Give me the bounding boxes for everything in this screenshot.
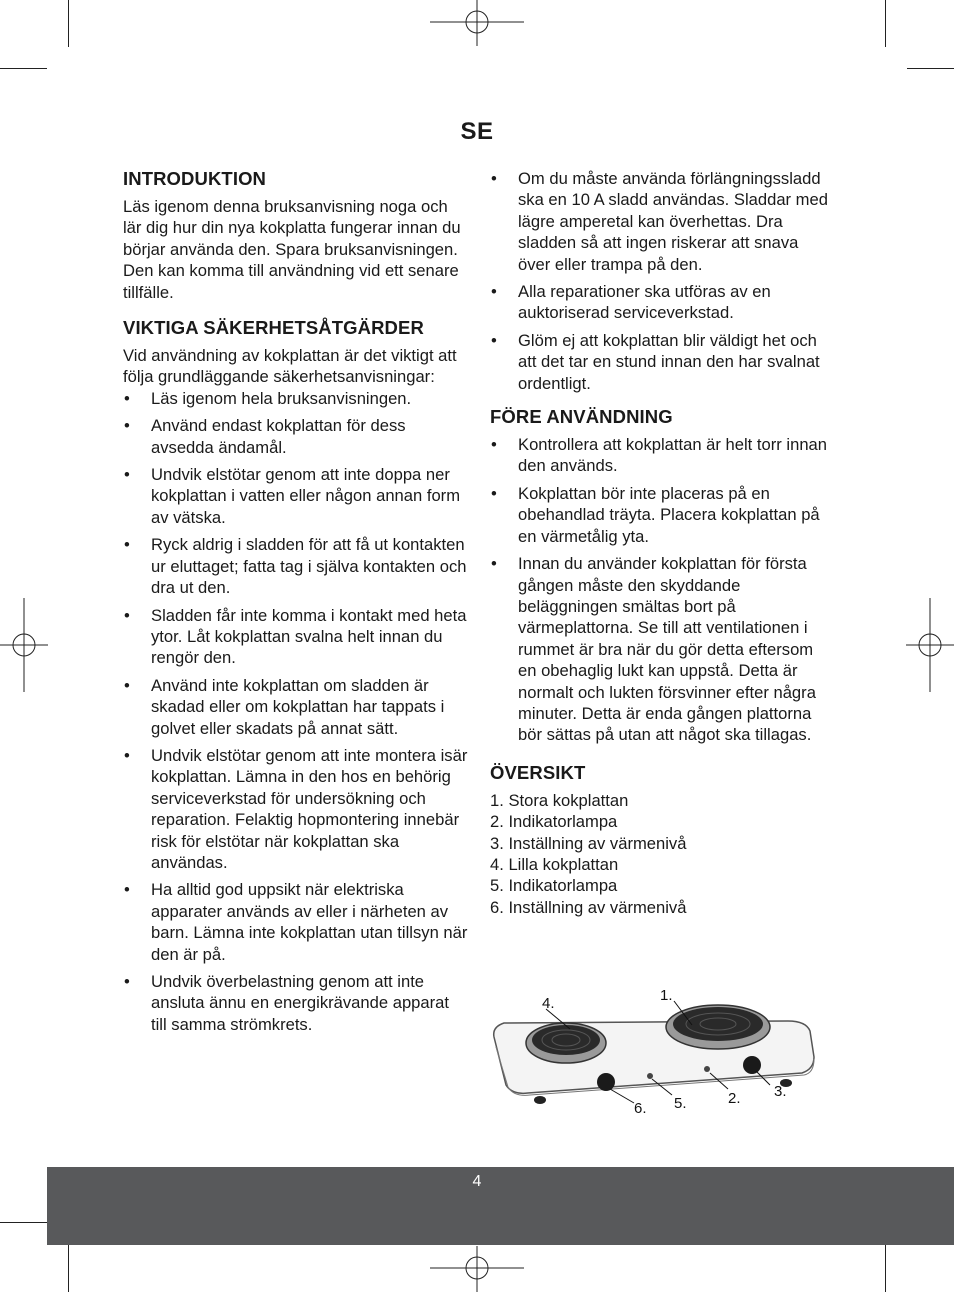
bullet: • — [124, 388, 130, 408]
indicator-lamp — [647, 1073, 653, 1079]
registration-mark-icon — [430, 1246, 524, 1292]
indicator-lamp — [704, 1066, 710, 1072]
list-item — [123, 464, 468, 528]
registration-mark-icon — [906, 598, 954, 692]
label-3: 3. — [774, 1083, 787, 1100]
list-item-text: Ryck aldrig i sladden för att få ut kontakten ur eluttaget; fatta tag i själva kontakten och dra ut den. — [151, 535, 467, 598]
overview-heading: ÖVERSIKT — [490, 761, 586, 783]
bullet: • — [124, 880, 130, 900]
intro-text: Läs igenom denna bruksanvisning noga och lär dig hur din nya kokplatta fungerar innan du börjar använda den. Spara bruksanvisningen. Den kan komma till användning vid ett senare tillfälle. — [123, 197, 461, 302]
list-item-text: Kokplattan bör inte placeras på en obehandlad träyta. Placera kokplattan på en värmetålig yta. — [518, 483, 820, 546]
crop-mark — [68, 0, 69, 47]
bullet: • — [491, 282, 497, 302]
list-item — [123, 534, 468, 598]
list-item — [123, 745, 468, 873]
label-5: 5. — [674, 1095, 687, 1112]
page-title: SE — [460, 118, 494, 145]
list-item — [123, 675, 468, 739]
label-1: 1. — [660, 987, 673, 1004]
bullet: • — [491, 330, 497, 350]
list-item-text: Innan du använder kokplattan för första gången måste den skyddande beläggningen smältas bort på värmeplattorna. Se till att ventilationen i rummet är bra när du gör detta eftersom en obehaglig lukt kan uppstå. Detta är normalt och lukten försvinner efter några minuter. Detta är enda gången plattorna bör sättas på utan att något ska tillagas. — [518, 554, 816, 745]
left-column — [123, 168, 468, 1049]
crop-mark — [885, 0, 886, 47]
list-item-text: Undvik elstötar genom att inte doppa ner kokplattan i vatten eller någon annan form av vätska. — [151, 465, 461, 527]
bullet: • — [124, 972, 130, 991]
hotplate-drawing — [488, 985, 828, 1120]
overview-list — [490, 790, 835, 918]
label-4: 4. — [542, 995, 555, 1012]
list-item-text: Ha alltid god uppsikt när elektriska apparater används av eller i närheten av barn. Lämna inte kokplattan utan tillsyn när den är på. — [151, 880, 468, 964]
bullet: • — [124, 745, 130, 765]
list-item-text: Undvik överbelastning genom att inte ansluta ännu en energikrävande apparat till samma strömkrets. — [151, 972, 449, 1034]
list-item-text: Undvik elstötar genom att inte montera isär kokplattan. Lämna in den hos en behörig serviceverkstad för undersökning och reparation. Felaktig hopmontering innebär risk för elstötar när kokplattan ska användas. — [151, 745, 468, 872]
label-6: 6. — [634, 1100, 647, 1117]
safety-list — [123, 388, 468, 1035]
list-item: 5. Indikatorlampa — [490, 876, 618, 896]
hotplate-illustration — [488, 985, 828, 1120]
list-item — [490, 168, 835, 275]
before-use-section — [490, 406, 835, 746]
crop-mark — [68, 1245, 69, 1292]
right-column — [490, 168, 835, 928]
crop-mark — [0, 68, 47, 69]
list-item-text: Sladden får inte komma i kontakt med heta ytor. Låt kokplattan svalna helt innan du rengör den. — [151, 605, 467, 668]
crop-mark — [0, 1222, 47, 1223]
list-item — [490, 553, 835, 746]
list-item — [123, 971, 468, 1035]
bullet: • — [491, 483, 497, 503]
intro-heading: INTRODUKTION — [123, 168, 267, 189]
list-item — [123, 415, 468, 458]
label-2: 2. — [728, 1090, 741, 1107]
safety-intro-text: Vid användning av kokplattan är det viktigt att följa grundläggande säkerhetsanvisningar: — [123, 346, 457, 387]
overview-section — [490, 762, 835, 918]
intro-section — [123, 168, 468, 303]
safety-list-continued — [490, 168, 835, 394]
list-item — [123, 388, 468, 409]
bullet: • — [491, 435, 497, 455]
list-item-text: Kontrollera att kokplattan är helt torr innan den används. — [518, 435, 828, 476]
foot — [534, 1096, 546, 1104]
list-item: 1. Stora kokplattan — [490, 790, 629, 810]
list-item — [490, 281, 835, 324]
list-item-text: Använd endast kokplattan för dess avsedda ändamål. — [151, 416, 406, 457]
registration-mark-icon — [0, 598, 48, 692]
list-item: 2. Indikatorlampa — [490, 812, 618, 832]
list-item: 4. Lilla kokplattan — [490, 854, 619, 874]
list-item-text: Använd inte kokplattan om sladden är skadad eller om kokplattan har tappats i golvet eller skadats på annat sätt. — [151, 675, 445, 738]
registration-mark-icon — [430, 0, 524, 46]
list-item — [123, 605, 468, 669]
bullet: • — [124, 416, 130, 436]
list-item-text: Glöm ej att kokplattan blir väldigt het och att det tar en stund innan den har svalnat ordentligt. — [518, 330, 820, 393]
knob-left — [597, 1073, 615, 1091]
before-use-heading: FÖRE ANVÄNDNING — [490, 406, 673, 428]
bullet: • — [491, 554, 497, 574]
before-use-list — [490, 434, 835, 746]
list-item-text: Läs igenom hela bruksanvisningen. — [151, 388, 412, 408]
list-item: 3. Inställning av värmenivå — [490, 833, 687, 853]
list-item-text: Alla reparationer ska utföras av en auktoriserad serviceverkstad. — [518, 282, 771, 323]
list-item — [123, 879, 468, 965]
page-number: 4 — [472, 1173, 482, 1190]
list-item-text: Om du måste använda förlängningssladd ska en 10 A sladd användas. Sladdar med lägre amperetal kan överhettas. Dra sladden så att ingen riskerar att snava över eller trampa på den. — [518, 169, 828, 274]
list-item — [490, 483, 835, 547]
bullet: • — [124, 535, 130, 555]
safety-section — [123, 317, 468, 1035]
crop-mark — [885, 1245, 886, 1292]
list-item — [490, 330, 835, 394]
list-item: 6. Inställning av värmenivå — [490, 897, 687, 917]
bullet: • — [124, 605, 130, 625]
bullet: • — [124, 675, 130, 695]
list-item — [490, 434, 835, 477]
bullet: • — [124, 465, 130, 485]
safety-heading: VIKTIGA SÄKERHETSÅTGÄRDER — [123, 317, 424, 339]
crop-mark — [907, 68, 954, 69]
knob-right — [743, 1056, 761, 1074]
bullet: • — [491, 169, 497, 188]
